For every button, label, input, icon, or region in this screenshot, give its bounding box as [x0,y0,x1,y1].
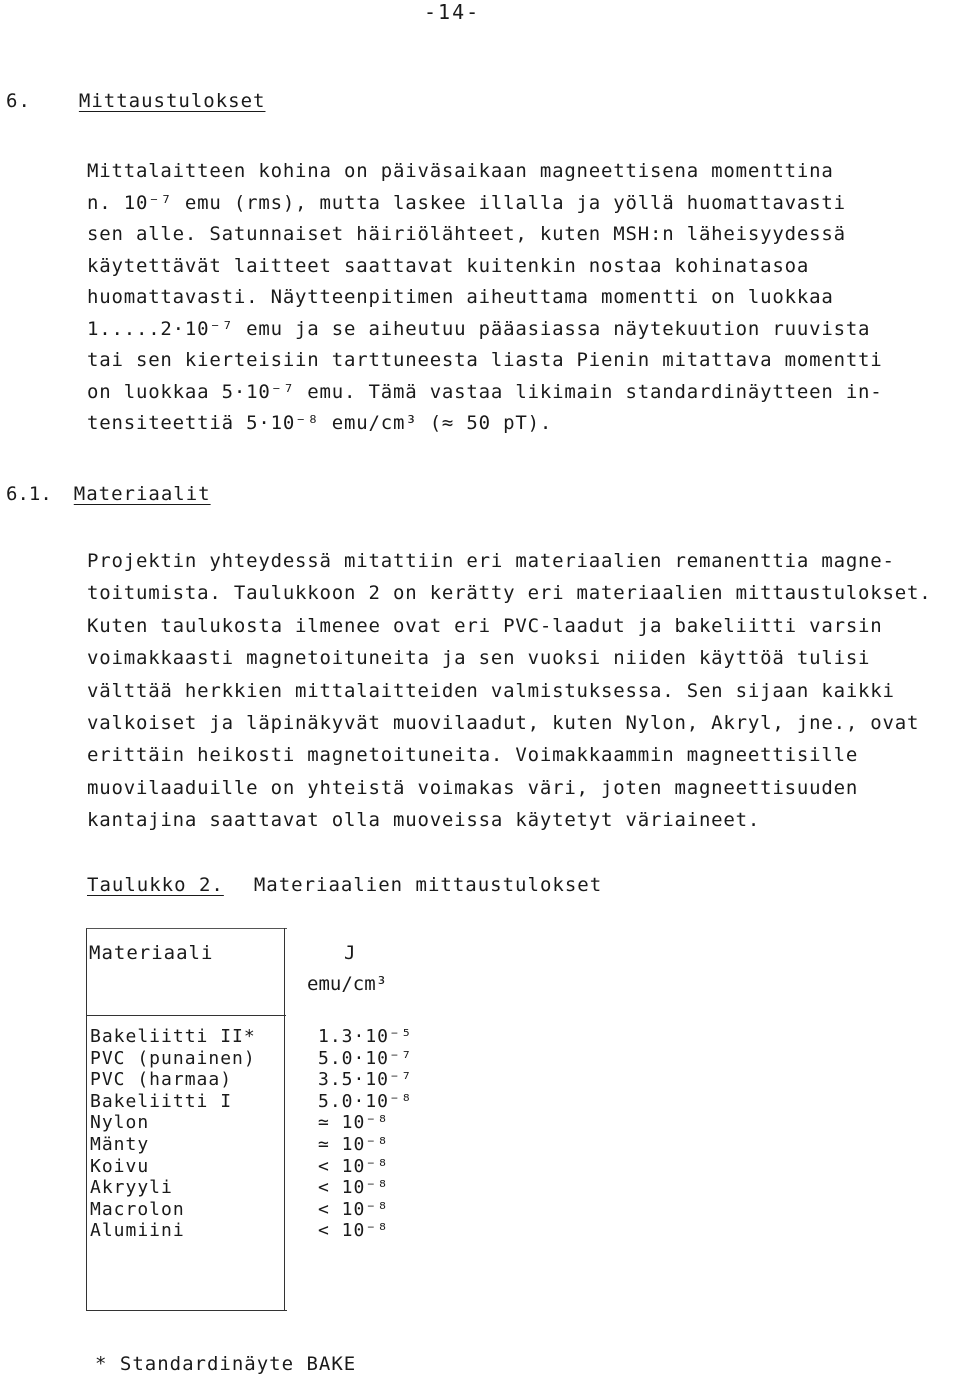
section-heading [6,90,265,112]
cell-material: PVC (harmaa) [90,1069,233,1091]
section-number: 6. [6,90,31,112]
table-body [90,1026,413,1242]
cell-material: Macrolon [90,1198,185,1220]
table-header-j: J [344,942,356,964]
table-row [90,1220,413,1242]
paragraph-line: 1.....2·10⁻⁷ emu ja se aiheutuu pääasiassa näytekuution ruuvista [87,317,871,340]
section-title: Mittaustulokset [78,90,266,112]
table-row [90,1134,413,1156]
paragraph-line: tai sen kierteisiin tarttuneesta liasta Pienin mitattava momentti [87,349,883,371]
page-number: -14- [424,0,481,24]
table-caption-title: Materiaalien mittaustulokset [253,874,603,896]
cell-value: < 10⁻⁸ [318,1155,390,1177]
paragraph-line: erittäin heikosti magnetoituneita. Voimakkaammin magneettisille [87,744,859,767]
paragraph-line: toitumista. Taulukkoon 2 on kerätty eri materiaalien mittaustulokset. [87,582,932,605]
cell-value: < 10⁻⁸ [318,1220,390,1242]
paragraph-line: valkoiset ja läpinäkyvät muovilaadut, kuten Nylon, Akryl, jne., ovat [87,712,920,735]
table-row [90,1156,413,1178]
cell-value: ≃ 10⁻⁸ [318,1133,390,1155]
cell-material: Akryyli [90,1177,173,1199]
paragraph-line: välttää herkkien mittalaitteiden valmistuksessa. Sen sijaan kaikki [87,679,895,702]
paragraph-line: sen alle. Satunnaiset häiriölähteet, kuten MSH:n läheisyydessä [87,223,846,245]
cell-material: Mänty [90,1133,150,1155]
paragraph-noise [87,156,953,440]
cell-material: Nylon [90,1112,150,1134]
paragraph-line: Mittalaitteen kohina on päiväsaikaan magneettisena momenttina [87,160,834,182]
table-caption-label: Taulukko 2. [87,874,224,896]
paragraph-line: käytettävät laitteet saattavat kuitenkin nostaa kohinatasoa [87,254,810,277]
subsection-number: 6.1. [6,483,52,505]
table-header-divider [86,1015,286,1016]
cell-value: 3.5·10⁻⁷ [318,1069,413,1091]
paragraph-line: voimakkaasti magnetoituneita ja sen vuoksi niiden käyttöä tulisi [87,647,871,670]
table-row [90,1026,413,1048]
cell-value: < 10⁻⁸ [318,1198,390,1220]
cell-material: Alumiini [90,1220,185,1242]
table-row [90,1177,413,1199]
paragraph-line: huomattavasti. Näytteenpitimen aiheuttama momentti on luokkaa [87,286,834,308]
subsection-heading [6,483,211,505]
paragraph-line: kantajina saattavat olla muoveissa käytetyt väriaineet. [87,809,761,832]
paragraph-line: n. 10⁻⁷ emu (rms), mutta laskee illalla ja yöllä huomattavasti [87,191,846,214]
table-row [90,1048,413,1070]
paragraph-line: Projektin yhteydessä mitattiin eri materiaalien remanenttia magne- [87,550,895,572]
table-header-material: Materiaali [89,942,214,964]
table-row [90,1199,413,1221]
subsection-title: Materiaalit [73,483,211,505]
table-row [90,1091,413,1113]
paragraph-materials [87,545,953,837]
cell-value: 5.0·10⁻⁷ [318,1047,413,1069]
paragraph-line: on luokkaa 5·10⁻⁷ emu. Tämä vastaa likimain standardinäytteen in- [87,380,883,403]
table-header-unit: emu/cm³ [307,973,388,995]
cell-material: PVC (punainen) [90,1047,256,1069]
cell-value: 5.0·10⁻⁸ [318,1090,413,1112]
cell-value: ≃ 10⁻⁸ [318,1112,390,1134]
table-row [90,1112,413,1134]
cell-value: 1.3·10⁻⁵ [318,1026,413,1047]
cell-material: Bakeliitti II* [90,1026,256,1047]
cell-material: Bakeliitti I [90,1090,233,1112]
paragraph-line: Kuten taulukosta ilmenee ovat eri PVC-laadut ja bakeliitti varsin [87,614,883,637]
paragraph-line: muovilaaduille on yhteistä voimakas väri, joten magneettisuuden [87,776,859,799]
table-caption [87,874,602,896]
footnote: * Standardinäyte BAKE [95,1353,357,1375]
cell-value: < 10⁻⁸ [318,1177,390,1199]
paragraph-line: tensiteettiä 5·10⁻⁸ emu/cm³ (≈ 50 pT). [87,412,553,434]
table-row [90,1069,413,1091]
cell-material: Koivu [90,1155,150,1177]
